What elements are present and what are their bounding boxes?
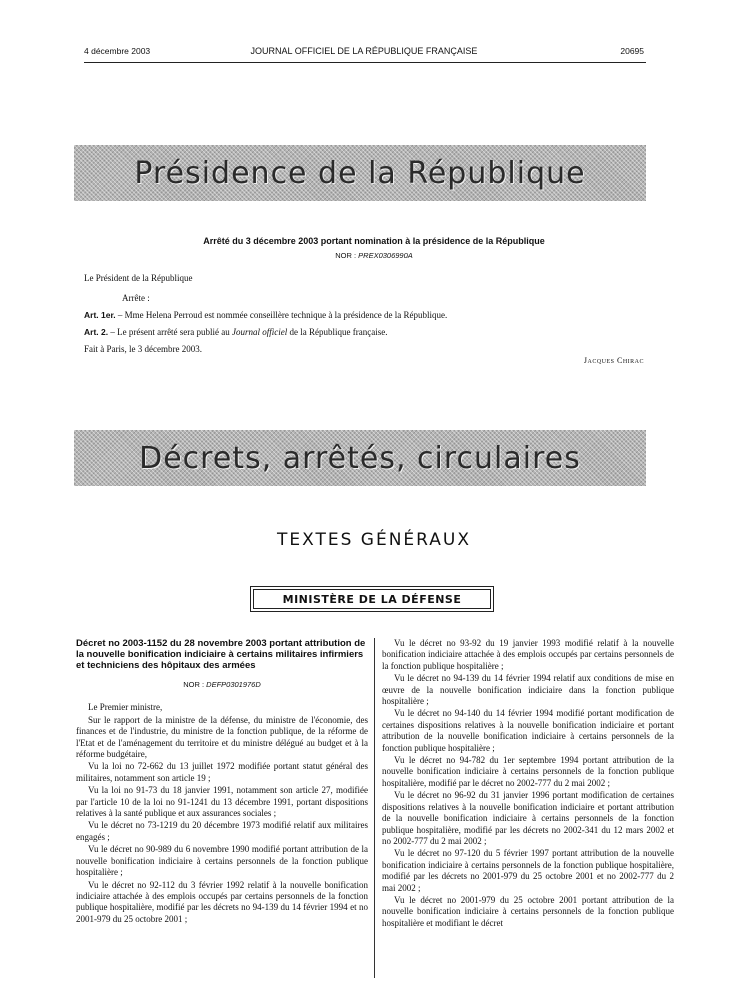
decret-paragraph: Vu la loi no 72-662 du 13 juillet 1972 modifiée portant statut général des militaires, notamment son article 19 ; — [76, 761, 368, 783]
decret-paragraph: Vu le décret no 94-140 du 14 février 1994 modifié portant modification de certaines dispositions relatives à la nouvelle bonification indiciaire et portant attribution de la nouvelle bonification indiciaire à certains personnels de la fonction publique hospitalière ; — [382, 708, 674, 753]
header-journal-title: JOURNAL OFFICIEL DE LA RÉPUBLIQUE FRANÇAISE — [250, 46, 478, 56]
decret-nor-label: NOR : — [183, 680, 205, 689]
ministry-label: MINISTÈRE DE LA DÉFENSE — [253, 589, 491, 609]
decret-paragraph: Le Premier ministre, — [88, 702, 163, 713]
decret-paragraph: Vu le décret no 93-92 du 19 janvier 1993 modifié relatif à la nouvelle bonification indiciaire attachée à des emplois occupés par certains personnels de la fonction publique hospitalière ; — [382, 638, 674, 671]
header-date: 4 décembre 2003 — [84, 46, 151, 56]
decret-nor-code: DEFP0301976D — [206, 680, 261, 689]
art2-label: Art. 2. — [84, 327, 109, 337]
art2-text-after: de la République française. — [287, 327, 388, 337]
arrete-signature: Jacques Chirac — [583, 356, 644, 365]
decret-paragraph: Vu le décret no 90-989 du 6 novembre 1990 modifié portant attribution de la nouvelle bonification indiciaire à certains personnels de la fonction publique hospitalière ; — [76, 844, 368, 878]
decret-paragraph: Vu le décret no 92-112 du 3 février 1992 relatif à la nouvelle bonification indiciaire attachée à des emplois occupés par certains personnels de la fonction publique hospitalière, modifié par les décrets no 94-139 du 14 février 1994 et no 2001-979 du 25 octobre 2001 ; — [76, 879, 368, 924]
arrete-nor-label: NOR : — [335, 251, 357, 260]
decret-paragraph: Vu le décret no 94-139 du 14 février 1994 relatif aux conditions de mise en œuvre de la nouvelle bonification indiciaire dans la fonction publique hospitalière ; — [382, 673, 674, 707]
decret-column-left — [76, 638, 368, 926]
banner-decrets-text: Décrets, arrêtés, circulaires — [139, 440, 581, 476]
arrete-article-2 — [84, 326, 644, 338]
decret-paragraph: Vu le décret no 2001-979 du 25 octobre 2001 portant attribution de la nouvelle bonification indiciaire à certains personnels de la fonction publique hospitalière et modifiant le décret — [382, 894, 674, 928]
decret-paragraph: Vu le décret no 97-120 du 5 février 1997 portant attribution de la nouvelle bonification indiciaire à certains personnels de la fonction publique hospitalière, modifié par les décrets no 2001-979 du 25 octobre 2001 et no 2002-777 du 2 mai 2002 ; — [382, 848, 674, 893]
art1-label: Art. 1er. — [84, 310, 116, 320]
art1-text: – Mme Helena Perroud est nommée conseillère technique à la présidence de la République. — [115, 310, 448, 320]
column-divider — [374, 638, 375, 978]
decret-paragraph: Vu la loi no 91-73 du 18 janvier 1991, notamment son article 27, modifiée par l'article 10 de la loi no 91-1241 du 13 décembre 1991, portant dispositions relatives à la santé publique et aux assurances sociales ; — [76, 785, 368, 819]
decret-nor — [76, 679, 368, 690]
arrete-article-1 — [84, 309, 644, 321]
art2-journal: Journal officiel — [232, 327, 288, 337]
banner-presidence-text: Présidence de la République — [134, 155, 586, 191]
page-header — [84, 46, 644, 60]
arrete-fait: Fait à Paris, le 3 décembre 2003. — [84, 344, 202, 354]
ministry-box — [250, 586, 494, 612]
arrete-nor — [84, 251, 664, 260]
art2-text-before: – Le présent arrêté sera publié au — [108, 327, 233, 337]
section-textes-generaux: TEXTES GÉNÉRAUX — [276, 530, 471, 550]
decret-column-right — [382, 638, 674, 930]
decret-title: Décret no 2003-1152 du 28 novembre 2003 portant attribution de la nouvelle bonification indiciaire à certains militaires infirmiers et techniciens des hôpitaux des armées — [76, 638, 366, 671]
header-page-number: 20695 — [620, 46, 644, 56]
arrete-nor-code: PREX0306990A — [358, 251, 413, 260]
decret-paragraph: Vu le décret no 73-1219 du 20 décembre 1973 modifié relatif aux militaires engagés ; — [76, 820, 368, 842]
decret-paragraph: Vu le décret no 94-782 du 1er septembre 1994 portant attribution de la nouvelle bonification indiciaire à certains personnels de la fonction publique hospitalière, modifié par le décret no 2002-777 du 2 mai 2002 ; — [382, 755, 674, 788]
arrete-body — [84, 272, 644, 360]
banner-presidence — [74, 145, 646, 201]
header-rule — [84, 62, 646, 63]
banner-decrets — [74, 430, 646, 486]
arrete-intro: Le Président de la République — [84, 273, 193, 283]
decret-paragraph: Sur le rapport de la ministre de la défense, du ministre de l'économie, des finances et de l'industrie, du ministre de la fonction publique, de la réforme de l'Etat et de l'aménagement du territoire et du ministre délégué au budget et à la réforme budgétaire, — [76, 714, 368, 760]
arrete-word: Arrête : — [122, 293, 150, 303]
arrete-title: Arrêté du 3 décembre 2003 portant nomination à la présidence de la République — [203, 236, 545, 246]
decret-paragraph: Vu le décret no 96-92 du 31 janvier 1996 portant modification de certaines dispositions relatives à la nouvelle bonification indiciaire et portant attribution de la nouvelle bonification indiciaire à certains personnels de la fonction publique hospitalière, modifié par les décrets no 2002-341 du 12 mars 2002 et no 2002-777 du 2 mai 2002 ; — [382, 790, 674, 846]
